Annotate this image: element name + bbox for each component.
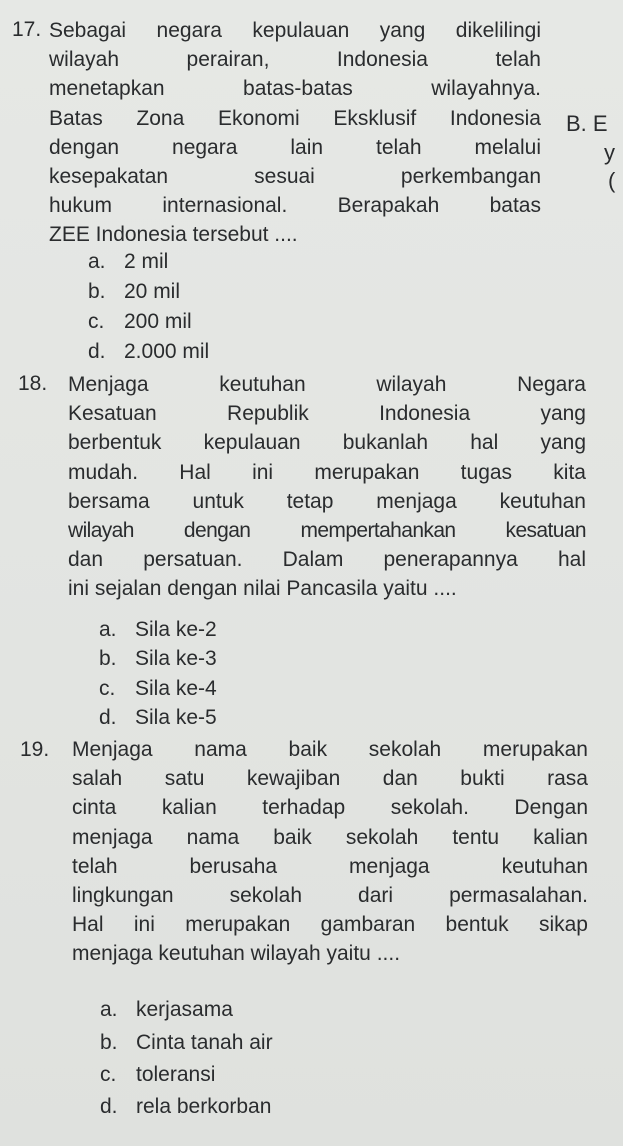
question-line: Batas Zona Ekonomi Eksklusif Indonesia xyxy=(49,106,541,130)
edge-fragment: ( xyxy=(608,168,616,193)
option-d[interactable]: d. rela berkorban xyxy=(100,1095,272,1118)
question-line: ini sejalan dengan nilai Pancasila yaitu .... xyxy=(68,577,457,601)
question-line: lingkungan sekolah dari permasalahan. xyxy=(72,884,588,908)
question-line: Menjaga keutuhan wilayah Negara xyxy=(68,373,586,396)
option-a[interactable]: a. Sila ke-2 xyxy=(99,618,217,641)
question-line: mudah. Hal ini merupakan tugas kita xyxy=(68,460,586,484)
question-line: wilayah dengan mempertahankan kesatuan xyxy=(68,519,586,543)
question-line: salah satu kewajiban dan bukti rasa xyxy=(72,767,588,791)
edge-fragment: B. E xyxy=(566,111,608,136)
question-19-text xyxy=(72,735,588,969)
question-line: cinta kalian terhadap sekolah. Dengan xyxy=(72,796,588,820)
question-line: dan persatuan. Dalam penerapannya hal xyxy=(68,548,586,572)
question-line: kesepakatan sesuai perkembangan xyxy=(49,165,541,189)
question-line: bersama untuk tetap menjaga keutuhan xyxy=(68,489,586,513)
option-c[interactable]: c. toleransi xyxy=(100,1063,216,1086)
question-line: ZEE Indonesia tersebut .... xyxy=(49,223,298,247)
option-b[interactable]: b. Sila ke-3 xyxy=(99,647,217,670)
option-b[interactable]: b. 20 mil xyxy=(88,280,181,303)
question-18-number: 18. xyxy=(18,372,48,395)
edge-fragment: y xyxy=(604,140,615,165)
question-line: Menjaga nama baik sekolah merupakan xyxy=(72,738,588,761)
option-a[interactable]: a. 2 mil xyxy=(88,250,169,273)
question-line: wilayah perairan, Indonesia telah xyxy=(49,48,541,72)
option-a[interactable]: a. kerjasama xyxy=(100,998,233,1021)
question-line: Hal ini merupakan gambaran bentuk sikap xyxy=(72,913,588,937)
question-line: berbentuk kepulauan bukanlah hal yang xyxy=(68,431,586,455)
option-c[interactable]: c. Sila ke-4 xyxy=(99,677,217,700)
question-line: hukum internasional. Berapakah batas xyxy=(49,194,541,218)
question-19-number: 19. xyxy=(20,738,50,761)
question-line: dengan negara lain telah melalui xyxy=(49,135,541,159)
option-c[interactable]: c. 200 mil xyxy=(88,310,192,333)
option-b[interactable]: b. Cinta tanah air xyxy=(100,1031,273,1054)
option-d[interactable]: d. 2.000 mil xyxy=(88,340,210,363)
question-line: menetapkan batas-batas wilayahnya. xyxy=(49,77,541,101)
question-17-number: 17. xyxy=(12,18,42,41)
question-18-text xyxy=(68,370,586,604)
question-line: Sebagai negara kepulauan yang dikelilingi xyxy=(49,19,541,42)
question-line: Kesatuan Republik Indonesia yang xyxy=(68,402,586,426)
question-line: telah berusaha menjaga keutuhan xyxy=(72,854,588,878)
question-17-text xyxy=(49,16,541,250)
option-d[interactable]: d. Sila ke-5 xyxy=(99,706,217,729)
question-line: menjaga nama baik sekolah tentu kalian xyxy=(72,825,588,849)
question-line: menjaga keutuhan wilayah yaitu .... xyxy=(72,942,401,966)
